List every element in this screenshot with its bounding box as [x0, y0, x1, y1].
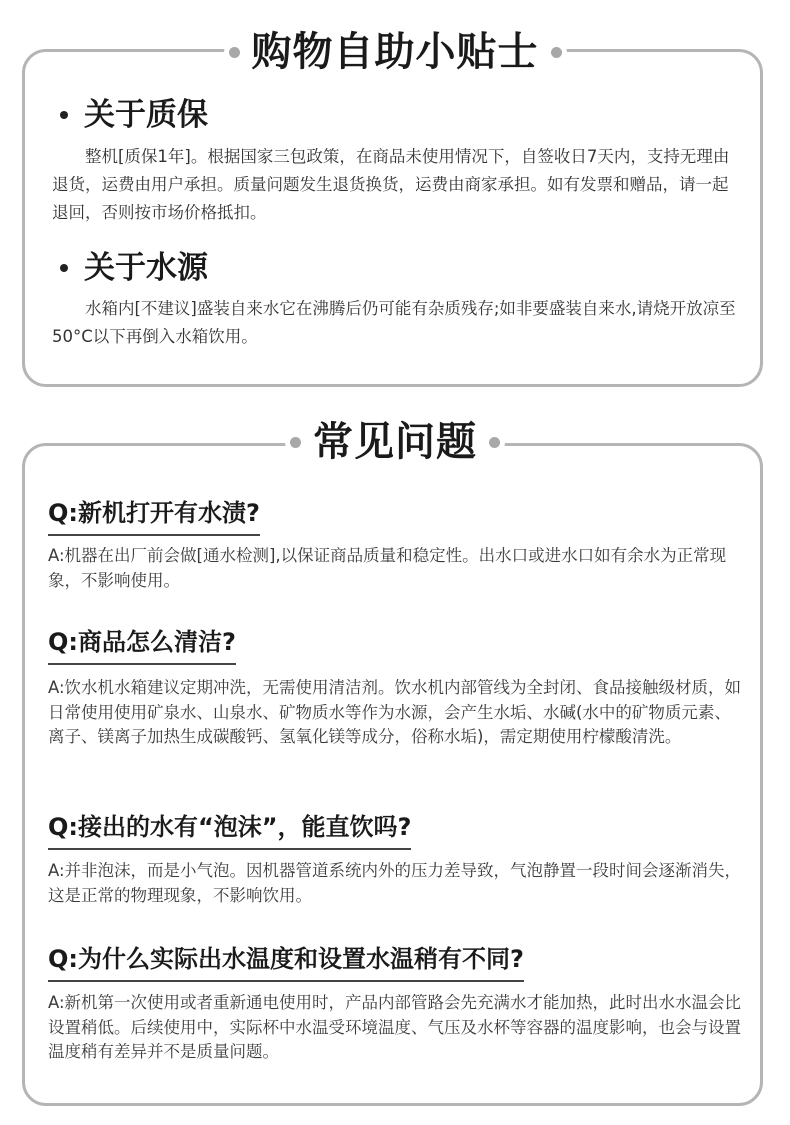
faq-title: 常见问题: [301, 412, 489, 472]
title-right-dot-icon: [489, 437, 500, 448]
title-left-dot-icon: [229, 47, 240, 58]
warranty-heading: [60, 95, 208, 135]
faq-answer-1: A:机器在出厂前会做[通水检测],以保证商品质量和稳定性。出水口或进水口如有余水为正常现象，不影响使用。: [48, 546, 727, 590]
faq-question-3: Q:接出的水有“泡沫”，能直饮吗?: [48, 810, 411, 850]
tips-title: 购物自助小贴士: [240, 22, 551, 82]
water-source-heading: [60, 248, 208, 288]
water-source-heading-text: 关于水源: [84, 250, 208, 286]
bullet-icon: [60, 111, 68, 119]
warranty-heading-text: 关于质保: [84, 97, 208, 133]
bullet-icon: [60, 264, 68, 272]
faq-answer-2: A:饮水机水箱建议定期冲洗，无需使用清洁剂。饮水机内部管线为全封闭、食品接触级材质，如日常使用使用矿泉水、山泉水、矿物质水等作为水源，会产生水垢、水碱(水中的矿物质元素、离子、镁离子加热生成碳酸钙、氢氧化镁等成分，俗称水垢)，需定期使用柠檬酸清洗。: [48, 678, 742, 746]
warranty-body: 整机[质保1年]。根据国家三包政策，在商品未使用情况下，自签收日7天内，支持无理由退货，运费由用户承担。质量问题发生退货换货，运费由商家承担。如有发票和赠品，请一起退回，否则按市场价格抵扣。: [52, 147, 730, 222]
faq-question-2: Q:商品怎么清洁?: [48, 625, 236, 665]
tips-title-bar: [0, 22, 790, 82]
water-source-body: 水箱内[不建议]盛装自来水它在沸腾后仍可能有杂质残存;如非要盛装自来水,请烧开放凉至50°C以下再倒入水箱饮用。: [52, 299, 736, 346]
faq-question-4: Q:为什么实际出水温度和设置水温稍有不同?: [48, 942, 524, 982]
faq-question-1: Q:新机打开有水渍?: [48, 496, 260, 536]
faq-title-bar: [0, 412, 790, 472]
faq-answer-4: A:新机第一次使用或者重新通电使用时，产品内部管路会先充满水才能加热，此时出水水温会比设置稍低。后续使用中，实际杯中水温受环境温度、气压及水杯等容器的温度影响，也会与设置温度稍有差异并不是质量问题。: [48, 993, 742, 1061]
title-left-dot-icon: [290, 437, 301, 448]
faq-answer-3: A:并非泡沫，而是小气泡。因机器管道系统内外的压力差导致，气泡静置一段时间会逐渐消失，这是正常的物理现象，不影响饮用。: [48, 861, 742, 905]
title-right-dot-icon: [551, 47, 562, 58]
